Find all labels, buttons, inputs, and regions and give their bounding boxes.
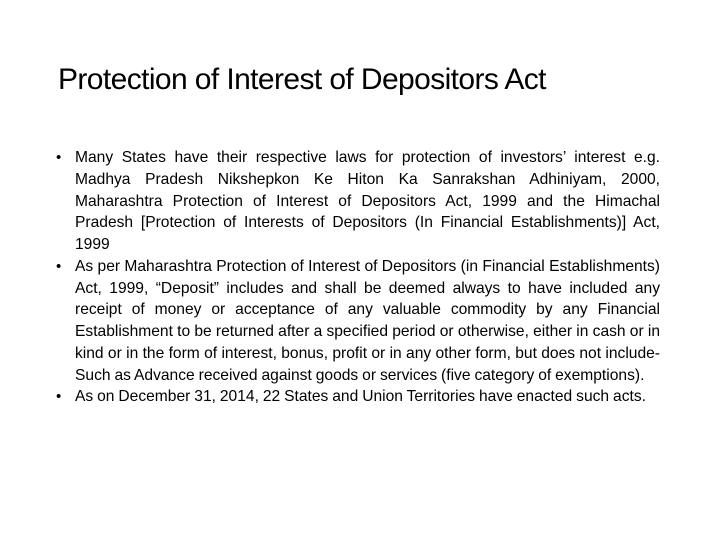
bullet-text: As per Maharashtra Protection of Interest of Depositors (in Financial Establishments) Act, 1999, “Deposit” includes and shall be deemed always to have included any receipt of money or acceptance of any valuable commodity by any Financial Establishment to be returned after a specified period or otherwise, either in cash or in kind or in the form of interest, bonus, profit or in any other form, but does not include- Such as Advance received against goods or services (five category of exemptions). (75, 257, 660, 384)
bullet-item-states-enacted (56, 386, 660, 408)
bullet-text: Many States have their respective laws for protection of investors’ interest e.g. Madhya Pradesh Nikshepkon Ke Hiton Ka Sanrakshan Adhiniyam, 2000, Maharashtra Protection of Interest of Depositors Act, 1999 and the Himachal Pradesh [Protection of Interests of Depositors (In Financial Establishments)] Act, 1999 (75, 149, 660, 253)
slide-title: Protection of Interest of Depositors Act (58, 63, 546, 96)
bullet-item-state-laws (56, 147, 660, 256)
bullet-text: As on December 31, 2014, 22 States and Union Territories have enacted such acts. (75, 388, 646, 406)
bullet-icon: • (56, 388, 62, 406)
bullet-list (56, 147, 660, 408)
bullet-icon: • (56, 149, 62, 166)
bullet-item-deposit-definition (56, 256, 660, 387)
bullet-icon: • (56, 257, 62, 275)
